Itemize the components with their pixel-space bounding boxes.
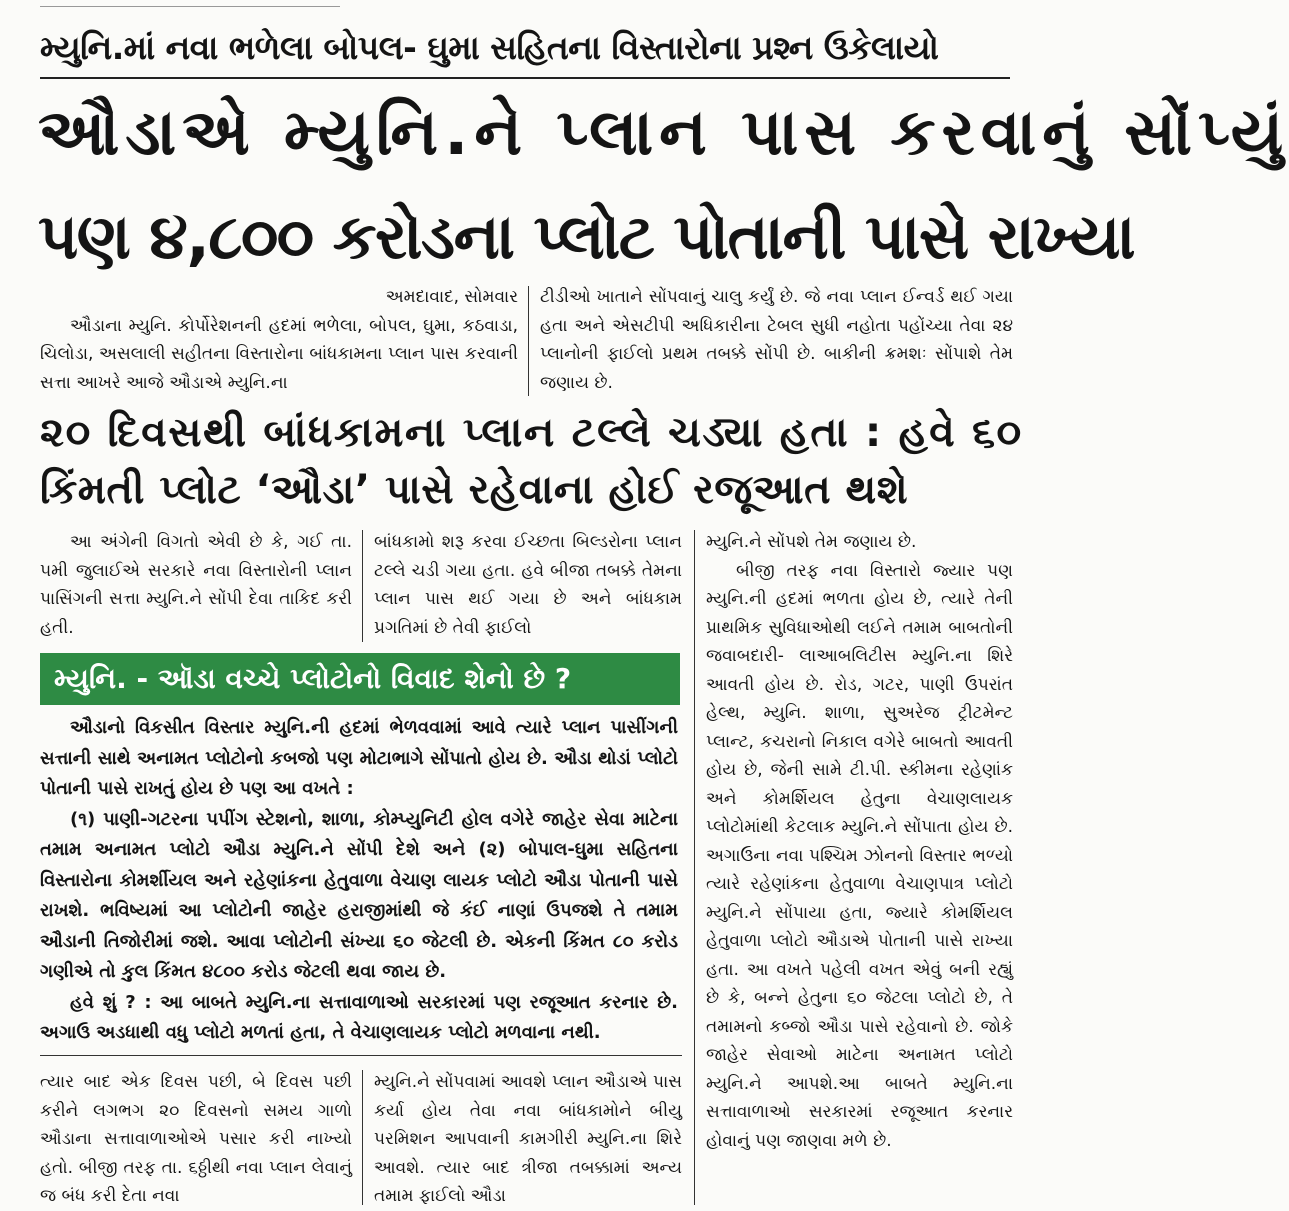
main-headline-line1: ઔડાએ મ્યુનિ.ને પ્લાન પાસ કરવાનું સોંપ્યું (38, 96, 1289, 170)
column-1-bottom (40, 1068, 352, 1211)
intro-column-divider (528, 286, 529, 396)
intro-right-text: ટીડીઓ ખાતાને સોંપવાનું ચાલુ કર્યું છે. જે નવા પ્લાન ઈન્વર્ડ થઈ ગયા હતા અને એસટીપી અધિકારીના ટેબલ સુધી નહોતા પહોંચ્યા તેવા ૨૪ પ્લાનોની ફાઈલો પ્રથમ તબક્કે સોંપી છે. બાકીની ક્રમશઃ સોંપાશે તેમ જણાય છે. (540, 287, 1013, 393)
kicker-headline: મ્યુનિ.માં નવા ભળેલા બોપલ- ઘુમા સહિતના વિસ્તારોના પ્રશ્ન ઉકેલાયો (40, 28, 939, 67)
box-paragraph-1: ઔડાનો વિકસીત વિસ્તાર મ્યુનિ.ની હદમાં ભેળવવામાં આવે ત્યારે પ્લાન પાસીંગની સત્તાની સાથે અનામત પ્લોટોનો કબજો પણ મોટાભાગે સોંપાતો હોય છે. ઔડા થોડાં પ્લોટો પોતાની પાસે રાખતું હોય છે પણ આ વખતે : (40, 717, 678, 799)
subheadline-line2: કિંમતી પ્લોટ ‘ઔડા’ પાસે રહેવાના હોઈ રજૂઆત થશે (40, 467, 909, 513)
column-3 (706, 528, 1013, 1155)
column-divider-2 (694, 530, 695, 1205)
column-3-text-1: મ્યુનિ.ને સોંપશે તેમ જણાય છે. (706, 532, 917, 552)
column-1-top-text: આ અંગેની વિગતો એવી છે કે, ગઈ તા. ૫મી જુલાઈએ સરકારે નવા વિસ્તારોની પ્લાન પાસિંગની સત્તા મ્યુનિ.ને સોંપી દેવા તાકિદ કરી હતી. (40, 532, 352, 638)
box-title-bar: મ્યુનિ. - ઑડા વચ્ચે પ્લોટોનો વિવાદ શેનો છે ? (40, 653, 680, 705)
dateline: અમદાવાદ, સોમવાર (385, 287, 518, 307)
column-divider-1-top (362, 530, 363, 642)
column-2-bottom-text: મ્યુનિ.ને સોંપવામાં આવશે પ્લાન ઔડાએ પાસ કર્યા હોય તેવા નવા બાંધકામોને બીયુ પરમિશન આપવાની કામગીરી મ્યુનિ.ના શિરે આવશે. ત્યાર બાદ ત્રીજા તબક્કામાં અન્ય તમામ ફાઈલો ઔડા (374, 1072, 682, 1206)
box-paragraph-2: (૧) પાણી-ગટરના પપીંગ સ્ટેશનો, શાળા, કોમ્પ્યુનિટી હોલ વગેરે જાહેર સેવા માટેના તમામ અનામત પ્લોટો ઔડા મ્યુનિ.ને સોંપી દેશે અને (૨) બોપાલ-ઘુમા સહિતના વિસ્તારોના કોમર્શીયલ અને રહેણાંકના હેતુવાળા વેચાણ લાયક પ્લોટો ઔડા પોતાની પાસે રાખશે. ભવિષ્યમાં આ પ્લોટોની જાહેર હરાજીમાંથી જે કંઈ નાણાં ઉપજશે તે તમામ ઔડાની તિજોરીમાં જશે. આવા પ્લોટોની સંખ્યા ૬૦ જેટલી છે. એકની કિંમત ૮૦ કરોડ ગણીએ તો કુલ કિંમત ૪૮૦૦ કરોડ જેટલી થવા જાય છે. (40, 808, 678, 982)
box-bottom-rule (40, 1055, 682, 1056)
top-cut-strip (40, 0, 340, 7)
column-2-top-text: બાંધકામો શરૂ કરવા ઈચ્છતા બિલ્ડરોના પ્લાન ટલ્લે ચડી ગયા હતા. હવે બીજા તબક્કે તેમના પ્લાન પાસ થઈ ગયા છે અને બાંધકામ પ્રગતિમાં છે તેવી ફાઈલો (374, 532, 682, 638)
column-divider-1-bottom (362, 1070, 363, 1205)
main-headline-line2: પણ ૪,૮૦૦ કરોડના પ્લોટ પોતાની પાસે રાખ્યા (38, 200, 1135, 273)
box-paragraph-3: હવે શું ? : આ બાબતે મ્યુનિ.ના સત્તાવાળાઓ સરકારમાં પણ રજૂઆત કરનાર છે. અગાઉ અડધાથી વધુ પ્લોટો મળતાં હતા, તે વેચાણલાયક પ્લોટો મળવાના નથી. (40, 991, 678, 1043)
subheadline-line1: ૨૦ દિવસથી બાંધકામના પ્લાન ટલ્લે ચડ્યા હતા : હવે ૬૦ (40, 408, 1023, 456)
column-3-text-2: બીજી તરફ નવા વિસ્તારો જ્યાર પણ મ્યુનિ.ની હદમાં ભળતા હોય છે, ત્યારે તેની પ્રાથમિક સુવિધાઓથી લઈને તમામ બાબતોની જવાબદારી- લાઆબલિટીસ મ્યુનિ.ના શિરે આવતી હોય છે. રોડ, ગટર, પાણી ઉપરાંત હેલ્થ, મ્યુનિ. શાળા, સુઅરેજ ટ્રીટમેન્ટ પ્લાન્ટ, કચરાનો નિકાલ વગેરે બાબતો આવતી હોય છે, જેની સામે ટી.પી. સ્કીમના રહેણાંક અને કોમર્શિયલ હેતુના વેચાણલાયક પ્લોટોમાંથી કેટલાક મ્યુનિ.ને સોંપાતા હોય છે. અગાઉના નવા પશ્ચિમ ઝોનનો વિસ્તાર ભળ્યો ત્યારે રહેણાંકના હેતુવાળા વેચાણપાત્ર પ્લોટો મ્યુનિ.ને સોંપાયા હતા, જ્યારે કોમર્શિયલ હેતુવાળા પ્લોટો ઔડાએ પોતાની પાસે રાખ્યા હતા. આ વખતે પહેલી વખત એવું બની રહ્યું છે કે, બન્ને હેતુના ૬૦ જેટલા પ્લોટો છે, તે તમામનો કબ્જો ઔડા પાસે રહેવાનો છે. જોકે જાહેર સેવાઓ માટેના અનામત પ્લોટો મ્યુનિ.ને આપશે.આ બાબતે મ્યુનિ.ના સત્તાવાળાઓ સરકારમાં રજૂઆત કરનાર હોવાનું પણ જાણવા મળે છે. (706, 560, 1013, 1151)
column-1-bottom-text: ત્યાર બાદ એક દિવસ પછી, બે દિવસ પછી કરીને લગભગ ૨૦ દિવસનો સમય ગાળો ઔડાના સત્તાવાળાઓએ પસાર કરી નાખ્યો હતો. બીજી તરફ તા. ૬ઠ્ઠીથી નવા પ્લાન લેવાનું જ બંધ કરી દેતા નવા (40, 1072, 352, 1206)
intro-left-column (40, 283, 518, 397)
intro-right-column (540, 283, 1013, 397)
column-1-top (40, 528, 352, 642)
box-body (40, 713, 678, 1049)
kicker-divider (40, 77, 1010, 79)
intro-left-text: ઔડાના મ્યુનિ. કોર્પોરેશનની હદમાં ભળેલા, બોપલ, ઘુમા, કઠવાડા, ચિલોડા, અસલાલી સહીતના વિસ્તારોના બાંધકામના પ્લાન પાસ કરવાની સત્તા આખરે આજે ઔડાએ મ્યુનિ.ના (40, 315, 518, 393)
column-2-top (374, 528, 682, 642)
column-2-bottom (374, 1068, 682, 1211)
